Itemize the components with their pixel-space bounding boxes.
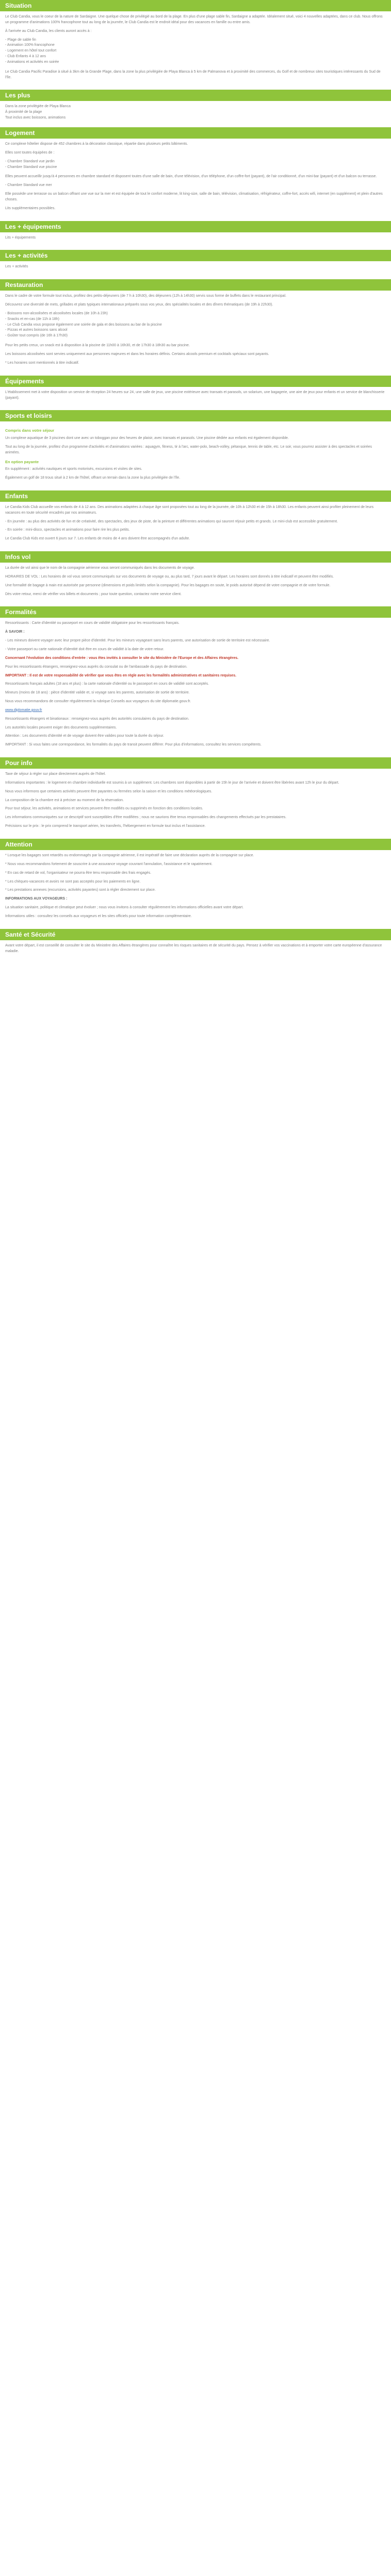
list-item: - Goûter tout compris (de 16h à 17h30) [5,334,68,338]
list-item: Dans la zone privilégiée de Playa Blanca [5,105,71,109]
info-important: Informations importantes : le logement en chambre individuelle est soumis à un supplément. Les chambres sont disponibles à partir de 15h le jour de l'arrivée et doivent être libérées avant 12h le jour du départ. [5,781,339,785]
equipements-body: Lits + équipements [5,235,36,240]
section-enfants [0,502,391,551]
info-price: Précisions sur le prix : le prix comprend le transport aérien, les transferts, l'hébergement en formule tout inclus et l'assistance. [5,824,206,828]
section-pour-info [0,769,391,839]
info-activities: Nous vous informons que certaines activités peuvent être payantes ou fermées selon la saison et les conditions météorologiques. [5,789,213,793]
formalites-minors-detail: Mineurs (moins de 18 ans) : pièce d'identité valide et, si voyage sans les parents, autorisation de sortie de territoire. [5,691,190,695]
enfants-day: - En journée : au plus des activités de fun et de créativité, des spectacles, des jeux de piste, de la peinture et différentes animations qui sauront réjouir petits et grands. Le mini-club est accessible gratuitement. [5,519,338,523]
section-formalites [0,618,391,757]
section-header-attention: Attention [0,839,391,850]
section-header-logement: Logement [0,127,391,139]
list-item: - Animation 100% francophone [5,43,55,47]
list-item: - Le Club Candia vous propose également une soirée de gala et des boissons au bar de la piscine [5,323,162,327]
situation-intro: Le Club Candia, vous le coeur de la nature de Sardaigne. Une quelque chose de privilégié au bord de la plage. En plus d'une plage sable fin, Sardaigne a adaptée. Idéalement situé, voici 4 nouvelles adaptées, dans ce club. Nous offrons un programme d'animations 100% francophone tout au long de la journée, le Club Candia est le endroit idéal pour des vacances en famille ou entre amis. [5,15,383,24]
attention-insurance: * Nous vous recommandons fortement de souscrire à une assurance voyage couvrant l'annulation, l'assistance et le rapatriement. [5,862,213,866]
info-disclaimer: Les informations communiquées sur ce descriptif sont susceptibles d'être modifiées ; nous ne saurions être tenus responsables des changements effectués par les prestataires. [5,816,287,820]
activites-body: Les + activités [5,265,28,269]
list-item: - Logement en hôtel tout confort [5,49,57,53]
formalites-transit: IMPORTANT : Si vous faites une correspondance, les formalités du pays de transit peuvent différer. Pour plus d'informations, consultez les services compétents. [5,743,262,747]
section-header-restauration: Restauration [0,279,391,291]
logement-seaview-details: Elle possède une terrasse ou un balcon offrant une vue sur la mer et est équipée de tout le confort moderne, lit king-size, salle de bain, télévision, climatisation, réfrigérateur, coffre-fort, accès wifi, internet (en supplément) et plein d'autres choses. [5,192,383,201]
section-header-equipements: Les + équipements [0,221,391,232]
list-item: - Club Enfants 4 à 12 ans [5,55,46,59]
section-header-situation: Situation [0,0,391,11]
sante-body: Avant votre départ, il est conseillé de consulter le site du Ministère des Affaires étrangères pour connaître les risques sanitaires et de sécurité du pays. Pensez à vérifier vos vaccinations et à emporter votre carte européenne d'assurance maladie. [5,943,382,953]
restauration-intro: Dans le cadre de votre formule tout inclus, profitez des petits-déjeuners (de 7 h à 10h30), des déjeuners (12h à 14h30) servis sous forme de buffets dans le restaurant principal. [5,294,287,298]
formalites-nationals: Ressortissants : Carte d'identité ou passeport en cours de validité obligatoire pour les ressortissants français. [5,621,180,625]
formalites-foreigners: Pour les ressortissants étrangers, renseignez-vous auprès du consulat ou de l'ambassade du pays de destination. [5,665,188,669]
info-tax: Taxe de séjour à régler sur place directement auprès de l'hôtel. [5,772,106,776]
equipements-hotel-body: L'établissement met à votre disposition un service de réception 24 heures sur 24, une salle de jeux, une piscine extérieure avec transats et parasols, un solarium, une bagagerie, une aire de jeux pour enfants et un service de blanchisserie (payant). [5,390,385,400]
section-logement [0,139,391,221]
section-header-formalites: Formalités [0,606,391,618]
attention-situation: La situation sanitaire, politique et climatique peut évoluer ; nous vous invitons à consulter régulièrement les informations officielles avant votre départ. [5,906,244,910]
list-item: - Pizzas et autres boissons sans alcool [5,328,68,332]
formalites-minors: - Les mineurs doivent voyager avec leur propre pièce d'identité. Pour les mineurs voyageant sans leurs parents, une autorisation de sortie de territoire est nécessaire. [5,639,270,643]
list-item: - Snacks et en-cas (de 11h à 18h) [5,317,59,321]
attention-extras: * Les prestations annexes (excursions, activités payantes) sont à régler directement sur place. [5,888,156,892]
list-item: - Boissons non-alcoolisées et alcoolisées locales (de 10h à 23h) [5,311,108,315]
list-item: - Chambre Standard vue piscine [5,165,57,169]
logement-equipped: Elles sont toutes équipées de : [5,150,55,155]
sports-paid-heading: En option payante [5,459,39,464]
product-description-page [0,0,391,963]
section-header-enfants: Enfants [0,490,391,502]
restauration-snack: Pour les petits creux, un snack est à disposition à la piscine de 11h00 à 16h30, et de 17h30 à 18h30 au bar piscine. [5,344,190,348]
logement-seaview: - Chambre Standard vue mer [5,183,52,188]
section-infos-vol [0,563,391,606]
logement-extra-beds: Lits supplémentaires possibles. [5,206,56,210]
section-header-infos-vol: Infos vol [0,551,391,563]
list-item: - Chambre Standard vue jardin [5,159,55,163]
restauration-diversity: Découvrez une diversité de mets, grillades et plats typiques internationaux préparés sous vos yeux, des spécialités locales et des dîners thématiques (de 19h à 22h30). [5,303,273,307]
diplomatie-link[interactable]: www.diplomatie.gouv.fr [5,708,42,712]
list-item: - Animations et activités en soirée [5,60,59,64]
info-composition: La composition de la chambre est à préciser au moment de la réservation. [5,798,124,802]
attention-info-heading: INFORMATIONS AUX VOYAGEURS : [5,897,68,901]
section-header-pour-info: Pour info [0,757,391,769]
section-restauration [0,291,391,375]
sports-included-heading: Compris dans votre séjour [5,428,55,433]
formalites-adults: Ressortissants français adultes (18 ans et plus) : la carte nationale d'identité ou le passeport en cours de validité sont acceptés. [5,682,209,686]
formalites-recommend: Nous vous recommandons de consulter régulièrement la rubrique Conseils aux voyageurs du site diplomatie.gouv.fr. [5,700,191,704]
section-header-plus: Les plus [0,90,391,101]
section-sante [0,940,391,964]
list-item: À proximité de la plage [5,110,42,114]
enfants-evening: - En soirée : mini-disco, spectacles et animations pour faire rire les plus petits. [5,528,130,532]
attention-useful: Informations utiles : consultez les conseils aux voyageurs et les sites officiels pour toute information complémentaire. [5,914,192,918]
section-equipements [0,232,391,250]
situation-list-intro: À l'arrivée au Club Candia, les clients auront accès à : [5,29,92,33]
situation-list [5,38,386,65]
sports-extra: En supplément : activités nautiques et sports motorisés, excursions et visites de sites. [5,467,142,471]
attention-baggage: * Lorsque les bagages sont retardés ou endommagés par la compagnie aérienne, il est impératif de faire une déclaration auprès de la compagnie sur place. [5,854,254,857]
section-header-sports: Sports et loisirs [0,410,391,421]
info-changes: Pour tout séjour, les activités, animations et services peuvent être modifiés ou supprimés en fonction des conditions locales. [5,807,203,811]
section-header-sante: Santé et Sécurité [0,929,391,940]
list-item: - Plage de sable fin [5,38,36,42]
formalites-warning-entry: Concernant l'évolution des conditions d'entrée : vous êtes invités à consulter le site du Ministère de l'Europe et des Affaires étrangères. [5,656,239,660]
infos-schedule: HORAIRES DE VOL : Les horaires de vol vous seront communiqués sur vos documents de voyage ou, au plus tard, 7 jours avant le départ. Les horaires sont donnés à titre indicatif et peuvent être modifiés. [5,574,334,579]
sports-activities: Tout au long de la journée, profitez d'un programme d'activités et d'animations variées : aquagym, fitness, tir à l'arc, water-polo, beach-volley, pétanque, tennis de table, etc. Le soir, vous pourrez assister à des spectacles et soirées animées. [5,445,372,454]
situation-location: Le Club Candia Pacific Paradise à situé à 3km de la Grande Plage, dans la zone la plus privilégiée de Playa Blanca à 5 km de Palmanova et à proximité des commerces, du Golf et de nombreux sites touristiques intéressants du Sud de l'île. [5,70,381,79]
restauration-alcohol: Les boissons alcoolisées sont servies uniquement aux personnes majeures et dans les horaires définis. Certains alcools premium et cocktails spéciaux sont payants. [5,352,269,356]
section-situation [0,11,391,90]
formalites-warning-responsibility: IMPORTANT : Il est de votre responsabilité de vérifier que vous êtes en règle avec les formalités administratives et sanitaires requises. [5,673,237,677]
formalites-attention: Attention : Les documents d'identité et de voyage doivent être valides pour toute la durée du séjour. [5,734,164,738]
enfants-intro: Le Candia Kids Club accueille vos enfants de 4 à 12 ans. Des animations adaptées à chaque âge sont proposées tout au long de la journée, de 10h à 12h30 et de 15h à 18h30. Les enfants peuvent ainsi profiter pleinement de leurs vacances en toute sécurité encadrés par nos animateurs. [5,505,374,515]
enfants-note: Le Candia Club Kids est ouvert 6 jours sur 7. Les enfants de moins de 4 ans doivent être accompagnés d'un adulte. [5,537,190,541]
logement-intro: Ce complexe hôtelier dispose de 452 chambres à la décoration classique, répartie dans plusieurs petits bâtiments. [5,142,188,146]
formalites-know-heading: À SAVOIR : [5,630,25,634]
section-sports [0,421,391,490]
section-header-activites: Les + activités [0,250,391,261]
section-equipements-hotel [0,387,391,411]
infos-baggage: Une formalité de bagage à main est autorisée par personne (dimensions et poids limités selon la compagnie). Pour les bagages en soute, le poids autorisé dépend de votre compagnie et de votre formule. [5,583,331,587]
list-item: Tout inclus avec boissons, animations [5,116,66,120]
sports-golf: Également un golf de 18 trous situé à 2 km de l'hôtel, offrant un terrain dans la zone la plus privilégiée de l'île. [5,476,181,480]
infos-duration: La durée de vol ainsi que le nom de la compagnie aérienne vous seront communiqués dans les documents de voyage. [5,566,195,570]
infos-check: Dès votre retour, merci de vérifier vos billets et documents ; pour toute question, contactez notre service client. [5,592,182,596]
section-header-equipements-hotel: Équipements [0,376,391,387]
formalites-validity: - Votre passeport ou carte nationale d'identité doit être en cours de validité à la date de votre retour. [5,647,164,651]
formalites-local: Les autorités locales peuvent exiger des documents supplémentaires. [5,725,117,730]
restauration-note: * Les horaires sont mentionnés à titre indicatif. [5,361,79,365]
formalites-binational: Ressortissants étrangers et binationaux : renseignez-vous auprès des autorités consulaires du pays de destination. [5,717,189,721]
section-plus [0,101,391,127]
section-attention [0,850,391,929]
sports-pools: Un complexe aquatique de 3 piscines dont une avec un toboggan pour des heures de plaisir, avec transats et parasols. Une piscine dédiée aux enfants est également disponible. [5,436,289,440]
section-activites [0,261,391,279]
attention-delay: * En cas de retard de vol, l'organisateur ne pourra être tenu responsable des frais engagés. [5,871,152,875]
attention-payment: * Les chèques-vacances et avoirs ne sont pas acceptés pour les paiements en ligne. [5,879,141,884]
logement-details: Elles peuvent accueillir jusqu'à 4 personnes en chambre standard et disposent toutes d'une salle de bain, d'une télévision, d'un téléphone, d'un coffre-fort (payant), de l'air conditionné, d'un mini-bar (payant) et d'un balcon ou terrasse. [5,175,377,179]
